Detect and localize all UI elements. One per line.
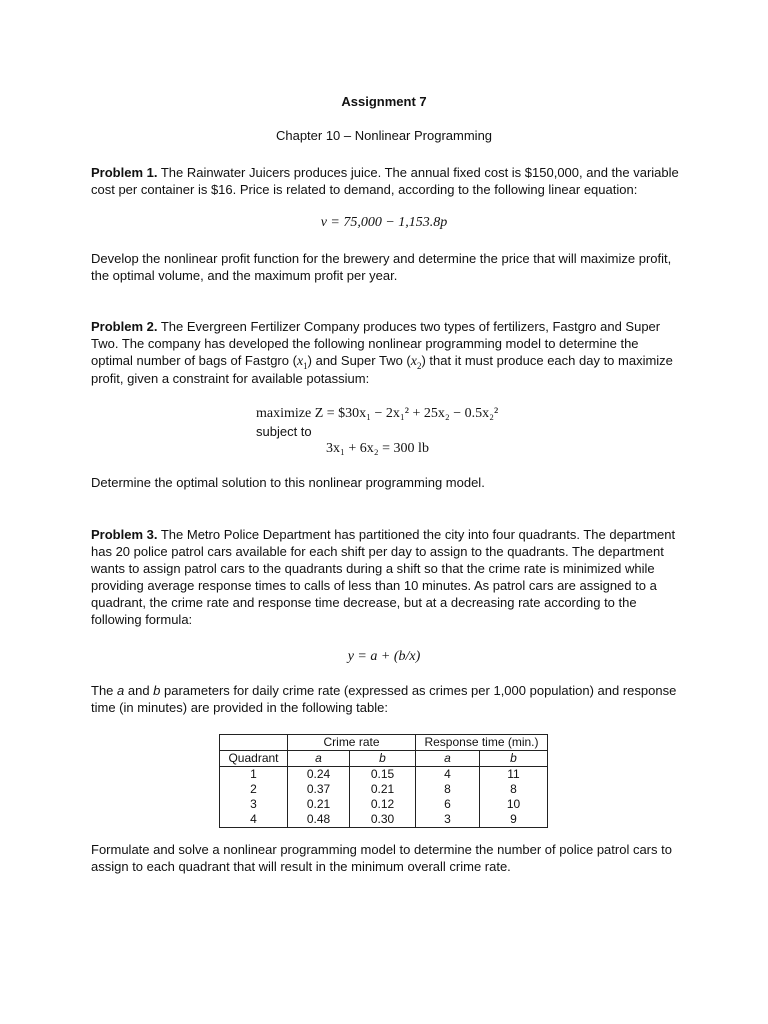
table-cell: 0.24 <box>288 767 350 783</box>
table-cell: 4 <box>220 812 288 828</box>
column-header-response-b: b <box>480 751 548 767</box>
problem2-text-c: ) that it must produce each day to maximize profit, given a constraint for available potassium: <box>91 353 673 386</box>
table-cell: 6 <box>416 797 480 812</box>
problem1-followup: Develop the nonlinear profit function for the brewery and determine the price that will maximize profit, the optimal volume, and the maximum profit per year. <box>91 251 672 283</box>
table-cell: 8 <box>416 782 480 797</box>
table-cell: 11 <box>480 767 548 783</box>
problem2-objective: maximize Z = $30x₁ − 2x₁² + 25x₂ − 0.5x₂² <box>256 406 499 421</box>
table-cell: 0.21 <box>288 797 350 812</box>
table-row <box>220 782 548 797</box>
problem3-equation-text: y = a + (b/x) <box>347 649 421 664</box>
table-cell: 0.15 <box>350 767 416 783</box>
group-header-response-time: Response time (min.) <box>416 735 548 751</box>
problem2-paragraph <box>91 318 681 387</box>
table-cell: 0.12 <box>350 797 416 812</box>
table-cell: 10 <box>480 797 548 812</box>
table-group-header-row <box>220 735 548 751</box>
table-column-header-row <box>220 751 548 767</box>
param-a: a <box>117 683 125 698</box>
problem3-table-intro <box>91 682 681 716</box>
problem2-constraint: 3x₁ + 6x₂ = 300 lb <box>326 441 429 456</box>
problem2-var1 <box>297 354 308 369</box>
table-cell: 0.21 <box>350 782 416 797</box>
problem3-text: The Metro Police Department has partitioned the city into four quadrants. The department has 20 police patrol cars available for each shift per day to assign to the quadrants. The department wants to assign patrol cars to the quadrants during a shift so that the crime rate is minimized while providing average response times to calls of less than 10 minutes. As patrol cars are assigned to a quadrant, the crime rate and response time decrease, but at a decreasing rate according to the following formula: <box>91 527 676 627</box>
var2-subscript: 2 <box>416 360 422 371</box>
problem2-label: Problem 2. <box>91 319 158 334</box>
problem2-text-a: The Evergreen Fertilizer Company produces two types of fertilizers, Fastgro and Super Two. The company has developed the following nonlinear programming model to determine the optimal number of bags of Fastgro ( <box>91 319 661 368</box>
table-cell: 0.30 <box>350 812 416 828</box>
table-cell: 0.48 <box>288 812 350 828</box>
table-cell: 8 <box>480 782 548 797</box>
problem1-equation-text: v = 75,000 − 1,153.8p <box>320 215 448 230</box>
problem3-label: Problem 3. <box>91 527 158 542</box>
table-cell: 2 <box>220 782 288 797</box>
problem3-equation <box>0 648 768 665</box>
chapter-subtitle: Chapter 10 – Nonlinear Programming <box>275 128 493 143</box>
table-cell: 3 <box>220 797 288 812</box>
table-cell: 0.37 <box>288 782 350 797</box>
assignment-title: Assignment 7 <box>341 94 427 109</box>
table-cell: 4 <box>416 767 480 783</box>
problem3-followup: Formulate and solve a nonlinear programming model to determine the number of police patrol cars to assign to each quadrant that will result in the minimum overall crime rate. <box>91 842 672 874</box>
intro-and: and <box>124 683 154 698</box>
column-header-response-a: a <box>416 751 480 767</box>
intro-rest: parameters for daily crime rate (expressed as crimes per 1,000 population) and response time (in minutes) are provided in the following table: <box>91 683 677 715</box>
table-corner-cell <box>220 735 288 751</box>
table-cell: 1 <box>220 767 288 783</box>
table-cell: 9 <box>480 812 548 828</box>
var1-letter: x <box>296 354 304 369</box>
column-header-crime-b: b <box>350 751 416 767</box>
parameters-table <box>219 734 548 828</box>
problem2-var2 <box>411 354 422 369</box>
table-row <box>220 767 548 783</box>
problem2-text-b: ) and Super Two ( <box>307 353 411 368</box>
var1-subscript: 1 <box>303 360 308 371</box>
param-b: b <box>153 683 161 698</box>
problem3-paragraph <box>91 526 681 628</box>
problem1-label: Problem 1. <box>91 165 158 180</box>
problem2-subject-to: subject to <box>256 424 312 439</box>
table-cell: 3 <box>416 812 480 828</box>
intro-a: The <box>91 683 118 698</box>
column-header-quadrant: Quadrant <box>220 751 288 767</box>
column-header-crime-a: a <box>288 751 350 767</box>
problem2-followup: Determine the optimal solution to this nonlinear programming model. <box>91 475 485 490</box>
table-row <box>220 797 548 812</box>
var2-letter: x <box>410 354 417 369</box>
problem1-equation <box>0 214 768 231</box>
problem1-text: The Rainwater Juicers produces juice. The annual fixed cost is $150,000, and the variable cost per container is $16. Price is related to demand, according to the following linear equation: <box>91 165 679 197</box>
table-row <box>220 812 548 828</box>
group-header-crime-rate: Crime rate <box>288 735 416 751</box>
problem1-paragraph <box>91 164 681 198</box>
